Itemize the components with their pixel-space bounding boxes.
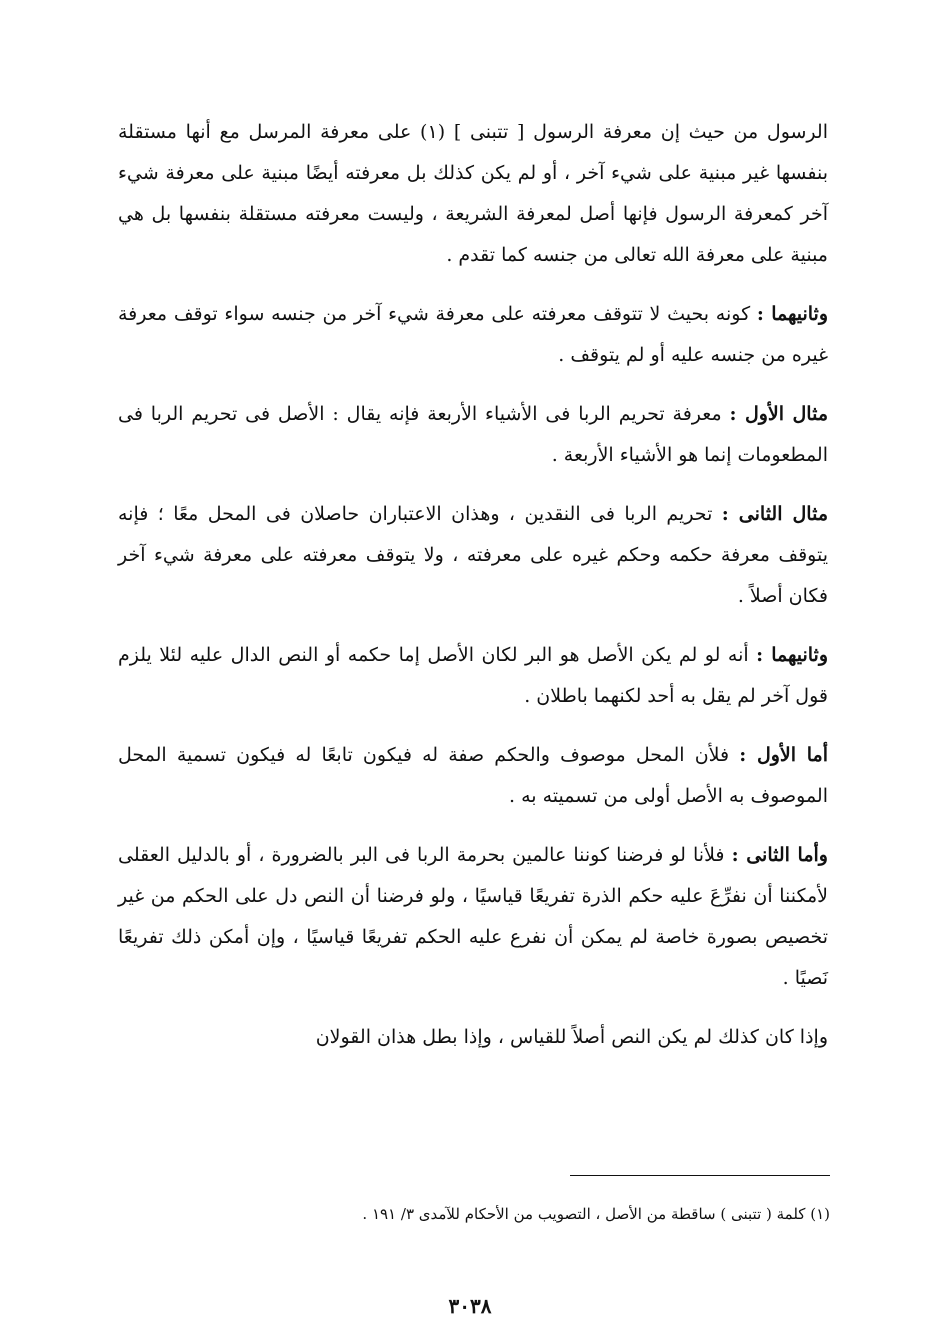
paragraph-6-lead: أما الأول : (739, 744, 828, 766)
paragraph-2-lead: وثانيهما : (756, 303, 828, 325)
paragraph-1-text: الرسول من حيث إن معرفة الرسول [ تتبنى ] (١) على معرفة المرسل مع أنها مستقلة بنفسها غير مبنية على شيء آخر ، أو لم يكن كذلك بل معرفته أيضًا مبنية على معرفة شيء آخر كمعرفة الرسول فإنها أصل لمعرفة الشريعة ، وليست معرفته مستقلة بنفسها بل هي مبنية على معرفة الله تعالى من جنسه كما تقدم . (118, 121, 828, 266)
paragraph-5-lead: وثانيهما : (756, 644, 828, 666)
paragraph-5-text: أنه لو لم يكن الأصل هو البر لكان الأصل إما حكمه أو النص الدال عليه لئلا يلزم قول آخر لم يقل به أحد لكنهما باطلان . (118, 644, 828, 707)
footnote-divider (570, 1175, 830, 1176)
paragraph-7-lead: وأما الثانى : (731, 844, 828, 866)
footnote: (١) كلمة ( تتبنى ) ساقطة من الأصل ، التصويب من الأحكام للآمدى ٣/ ١٩١ . (362, 1205, 830, 1223)
paragraph-6-text: فلأن المحل موصوف والحكم صفة له فيكون تابعًا له فيكون تسمية المحل الموصوف به الأصل أولى من تسميته به . (118, 744, 828, 807)
paragraph-8-text: وإذا كان كذلك لم يكن النص أصلاً للقياس ، وإذا بطل هذان القولان (315, 1026, 828, 1048)
paragraph-7-text: فلأنا لو فرضنا كوننا عالمين بحرمة الربا فى البر بالضرورة ، أو بالدليل العقلى لأمكننا أن نفرِّعَ عليه حكم الذرة تفريعًا قياسيًا ، ولو فرضنا أن النص دل على الحكم من غير تخصيص بصورة خاصة لم يمكن أن نفرع عليه الحكم تفريعًا قياسيًا ، وإن أمكن ذلك تفريعًا نَصيًا . (118, 844, 828, 989)
paragraph-3-lead: مثال الأول : (729, 403, 828, 425)
paragraph-2 (118, 294, 828, 376)
paragraph-5 (118, 635, 828, 717)
page-body (118, 112, 828, 1076)
paragraph-4-text: تحريم الربا فى النقدين ، وهذان الاعتباران حاصلان فى المحل معًا ؛ فإنه يتوقف معرفة حكمه وحكم غيره على معرفته ، ولا يتوقف معرفته على معرفة شيء آخر فكان أصلاً . (118, 503, 828, 607)
paragraph-2-text: كونه بحيث لا تتوقف معرفته على معرفة شيء آخر من جنسه سواء توقف معرفة غيره من جنسه عليه أو لم يتوقف . (118, 303, 828, 366)
paragraph-7 (118, 835, 828, 999)
page-number: ٣٠٣٨ (448, 1294, 492, 1318)
paragraph-3 (118, 394, 828, 476)
paragraph-1 (118, 112, 828, 276)
paragraph-3-text: معرفة تحريم الربا فى الأشياء الأربعة فإنه يقال : الأصل فى تحريم الربا فى المطعومات إنما هو الأشياء الأربعة . (118, 403, 828, 466)
paragraph-8 (118, 1017, 828, 1058)
paragraph-6 (118, 735, 828, 817)
paragraph-4 (118, 494, 828, 617)
paragraph-4-lead: مثال الثانى : (721, 503, 828, 525)
